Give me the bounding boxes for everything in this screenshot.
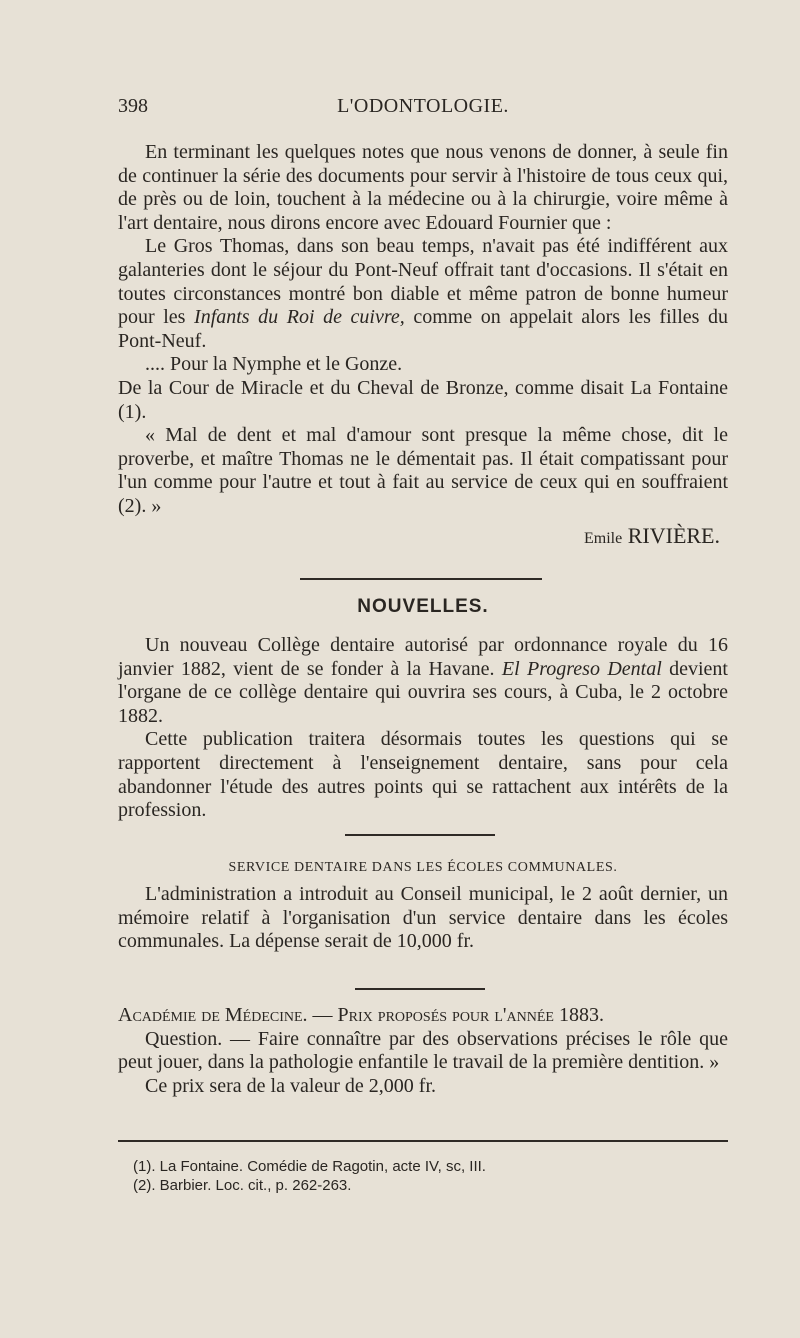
paragraph-prize: Ce prix sera de la valeur de 2,000 fr. [145,1074,437,1097]
page-number: 398 [118,95,148,117]
section-academie [118,1004,728,1098]
author-signature [118,523,728,549]
author-last-name: RIVIÈRE. [627,522,720,548]
quote-text: Le Gros Thomas, dans son beau temps, n'avait pas été indifférent aux galanteries dont le séjour du Pont-Neuf offrait tant d'occasions. Il s'était en toutes circonstances montré bon diable et même patron de bonne humeur pour les [118,235,728,329]
footnote-rule [118,1140,728,1142]
footnote-2: (2). Barbier. Loc. cit., p. 262-263. [133,1177,352,1194]
prize-heading: — Prix proposés pour l'année 1883. [307,1004,604,1026]
paragraph-publication: Cette publication traitera désormais toutes les questions qui se rapportent directement à l'enseignement dentaire, sans pour cela abandonner l'étude des autres points qui se rattachent aux intérêts de la profession. [118,728,728,822]
section-nouvelles [118,634,728,823]
short-divider [345,834,495,836]
short-divider [355,988,485,990]
verse-line-2: De la Cour de Miracle et du Cheval de Bronze, comme disait La Fontaine (1). [118,376,728,423]
quote-text: comme on appelait alors les filles du Pont-Neuf. [118,306,728,352]
paragraph-quote-1 [118,235,728,353]
subsection-title-service: SERVICE DENTAIRE DANS LES ÉCOLES COMMUNALES. [228,860,618,875]
paragraph-text: devient l'organe de ce collège dentaire qui ouvrira ses cours, à Cuba, le 2 octobre 1882. [118,657,728,727]
paragraph-college [118,634,728,728]
academie-heading [118,1004,728,1028]
running-title: L'ODONTOLOGIE. [337,95,509,117]
running-header [118,95,728,121]
section-divider [300,578,542,580]
section-service [118,883,728,954]
paragraph-service: L'administration a introduit au Conseil municipal, le 2 août dernier, un mémoire relatif à l'organisation d'un service dentaire dans les écoles communales. La dépense serait de 10,000 fr. [118,883,728,953]
section-title-nouvelles: NOUVELLES. [357,596,489,617]
author-first-name: Emile [584,529,623,547]
italic-title: Infants du Roi de cuivre, [194,306,405,329]
paragraph-intro: En terminant les quelques notes que nous venons de donner, à seule fin de continuer la série des documents pour servir à l'histoire de tous ceux qui, de près ou de loin, touchent à la médecine ou à la chirurgie, voire même à l'art dentaire, nous dirons encore avec Edouard Fournier que : [118,141,728,234]
article-conclusion [118,141,728,549]
footnotes [133,1157,486,1195]
verse-line-1: .... Pour la Nymphe et le Gonze. [145,353,403,376]
journal-title: El Progreso Dental [501,657,662,680]
academie-name: Académie de Médecine. [118,1004,308,1026]
paragraph-text: Un nouveau Collège dentaire autorisé par ordonnance royale du 16 janvier 1882, vient de se fonder à la Havane. [118,634,728,680]
paragraph-question: Question. — Faire connaître par des observations précises le rôle que peut jouer, dans la pathologie enfantile le travail de la première dentition. » [118,1027,728,1074]
footnote-1: (1). La Fontaine. Comédie de Ragotin, acte IV, sc, III. [133,1158,486,1175]
paragraph-quote-2: « Mal de dent et mal d'amour sont presque la même chose, dit le proverbe, et maître Thomas ne le démentait pas. Il était compatissant pour l'un comme pour l'autre et tout à fait au service de ceux qui en souffraient (2). » [118,424,728,517]
